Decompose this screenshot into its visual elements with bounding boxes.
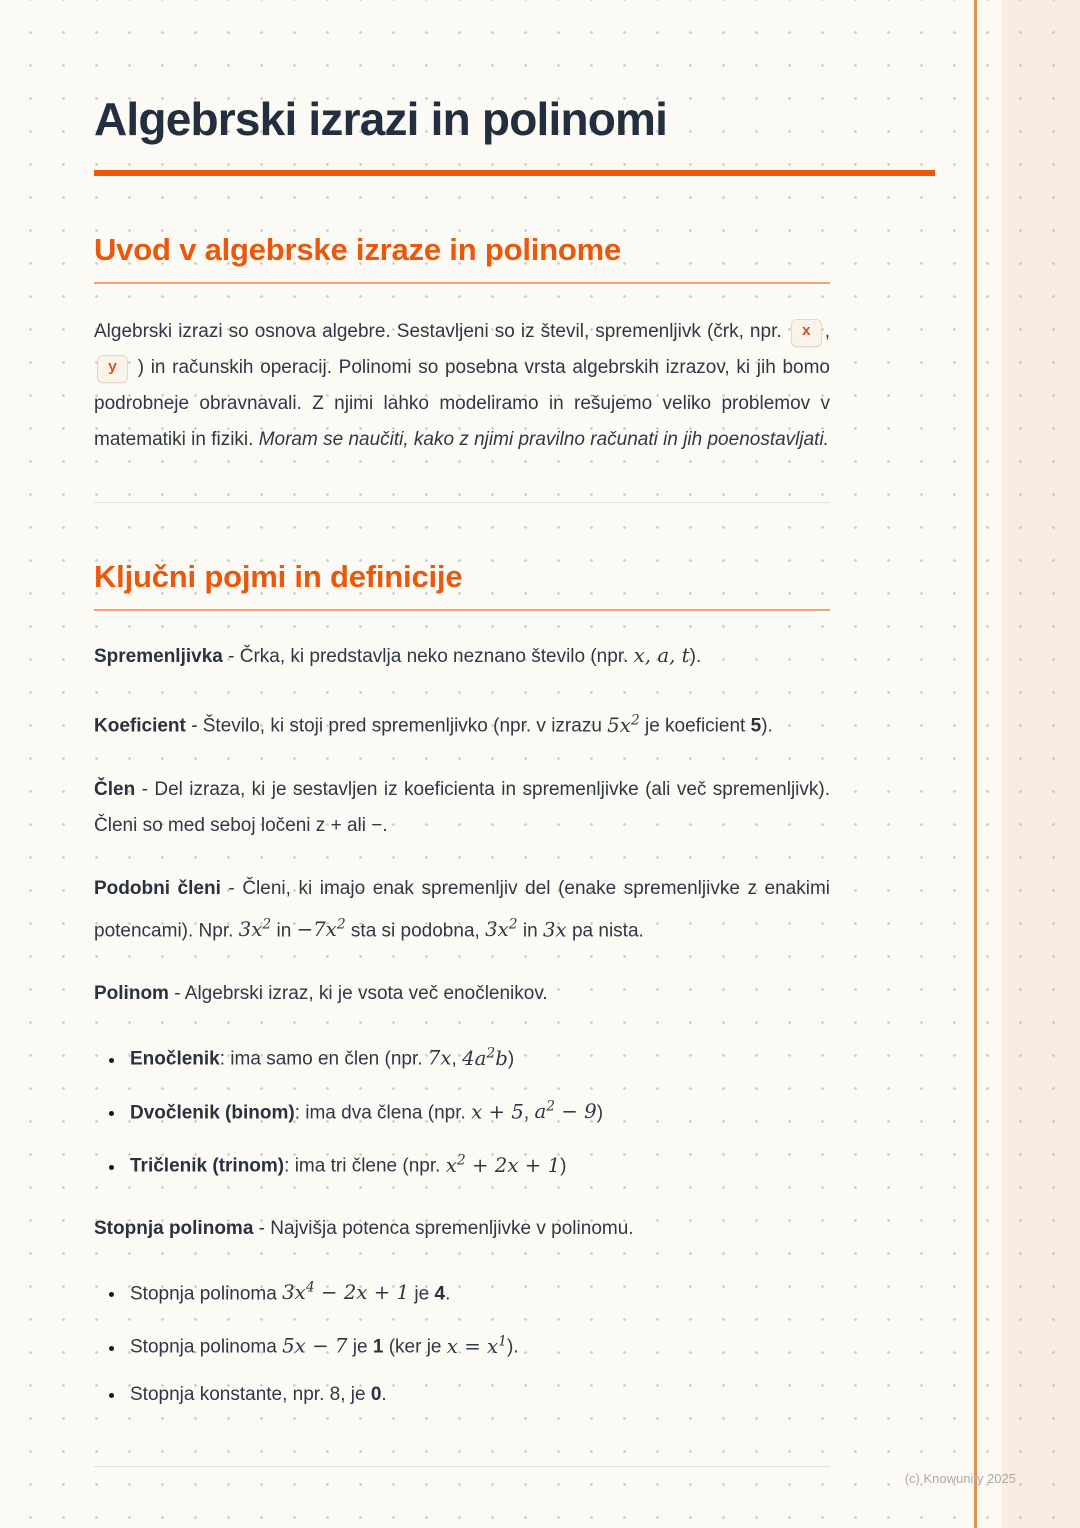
section-heading-intro: Uvod v algebrske izraze in polinome — [94, 232, 622, 267]
math-tail: + 2x + 1 — [465, 1153, 561, 1177]
text-run: : ima samo en člen (npr. — [219, 1048, 428, 1070]
text-run: ) — [560, 1155, 567, 1177]
math-expression — [462, 1047, 508, 1070]
text-run: , — [523, 1102, 535, 1124]
text-run: - Črka, ki predstavlja neko neznano število (npr. — [222, 646, 634, 667]
math-tail: − 9 — [555, 1100, 597, 1124]
term: Dvočlenik (binom) — [130, 1102, 295, 1124]
monomial-list — [94, 1036, 830, 1184]
math-sup: 2 — [336, 916, 346, 933]
math-base: 5x — [607, 713, 631, 737]
list-item-degree-0 — [126, 1378, 830, 1412]
text-run: ) in računskih operacij. Polinomi so posebna vrsta algebrskih izrazov, ki jih bomo podrobneje obravnavali. Z njimi lahko modeliramo in rešujemo veliko problemov v matematiki in fiziki. — [94, 357, 830, 450]
math-base: 3x — [238, 918, 263, 942]
definition-koeficient — [94, 702, 830, 745]
math-sup: 2 — [630, 712, 640, 728]
math-base: x = x — [446, 1335, 499, 1359]
list-item-triclenik — [126, 1143, 830, 1184]
term: Polinom — [94, 983, 169, 1005]
math-sup: 1 — [498, 1333, 507, 1350]
text-run: ) — [596, 1102, 604, 1124]
text-run: ) — [507, 1048, 515, 1070]
text-run: Stopnja konstante, npr. 8, je — [130, 1384, 371, 1406]
bold-value: 4 — [434, 1283, 446, 1305]
math-expression — [239, 918, 272, 941]
text-run: je — [409, 1283, 435, 1305]
math-base: a — [534, 1100, 547, 1124]
math-base: x — [445, 1153, 457, 1177]
math-tail: b — [495, 1046, 508, 1070]
list-item-degree-1 — [126, 1324, 830, 1365]
intro-paragraph — [94, 314, 830, 458]
heading-underline — [94, 609, 830, 611]
text-run: je — [347, 1337, 373, 1359]
section-heading-concepts: Ključni pojmi in definicije — [94, 559, 463, 594]
text-run: ). — [761, 715, 773, 737]
text-run: : ima tri člene (npr. — [284, 1155, 446, 1177]
text-run: je koeficient — [639, 715, 751, 737]
math-base: 7x — [427, 1046, 452, 1070]
list-item-enoclenik — [126, 1036, 830, 1077]
math-sup: 4 — [305, 1279, 315, 1296]
math-expression — [282, 1281, 409, 1304]
text-run: ). — [689, 646, 702, 667]
text-run: ). — [506, 1337, 519, 1359]
title-underline — [94, 170, 935, 176]
page-title: Algebrski izrazi in polinomi — [94, 93, 668, 145]
degree-list — [94, 1271, 830, 1412]
italic-note: Moram se naučiti, kako z njimi pravilno računati in jih poenostavljati. — [258, 429, 829, 450]
section-concepts — [94, 559, 830, 1467]
math-expression — [607, 714, 640, 737]
text-run: . — [381, 1384, 387, 1406]
text-run: (ker je — [383, 1337, 447, 1359]
math-tail: − 2x + 1 — [314, 1281, 410, 1305]
math-expression — [446, 1154, 560, 1177]
term: Koeficient — [94, 715, 186, 737]
math-expression — [471, 1100, 524, 1123]
text-run: - Število, ki stoji pred spremenljivko (npr. v izrazu — [185, 715, 608, 737]
math-sup: 2 — [486, 1045, 496, 1062]
text-run: Stopnja polinoma — [130, 1283, 283, 1305]
text-run: , — [451, 1048, 463, 1070]
code-badge-x: x — [791, 319, 822, 347]
code-badge-y: y — [97, 355, 128, 383]
math-expression — [447, 1335, 507, 1358]
math-sup: 2 — [546, 1098, 556, 1115]
bold-value: 5 — [750, 715, 762, 737]
math-expression — [534, 1100, 596, 1123]
math-sup: 2 — [262, 916, 272, 933]
math-expression — [485, 918, 518, 941]
definition-stopnja-polinoma — [94, 1211, 830, 1247]
term: Enočlenik — [130, 1048, 220, 1070]
definition-clen — [94, 772, 830, 844]
text-run: sta si podobna, — [345, 920, 486, 942]
text-run: Stopnja polinoma — [130, 1337, 283, 1359]
math-sup: 2 — [508, 916, 518, 933]
term: Podobni členi — [94, 877, 221, 899]
math-expression — [543, 918, 567, 941]
math-base: 4a — [462, 1046, 487, 1070]
math-base: 5x − 7 — [282, 1335, 348, 1359]
definition-spremenljivka — [94, 638, 830, 675]
section-intro — [94, 232, 830, 503]
math-expression — [634, 644, 690, 667]
text-run: . — [445, 1283, 451, 1305]
section-divider — [94, 502, 830, 503]
math-base: −7x — [296, 918, 337, 942]
term: Spremenljivka — [94, 646, 223, 667]
term: Člen — [94, 778, 136, 800]
list-item-dvoclenik — [126, 1090, 830, 1131]
math-base: 3x — [485, 918, 509, 942]
text-run: - Algebrski izraz, ki je vsota več enočlenikov. — [168, 983, 548, 1005]
definition-podobni-cleni — [94, 871, 830, 950]
term: Tričlenik (trinom) — [130, 1155, 285, 1177]
section-divider — [94, 1466, 830, 1467]
math-expression — [282, 1335, 347, 1358]
list-item-degree-4 — [126, 1271, 830, 1312]
bold-value: 1 — [372, 1337, 384, 1359]
math-base: 3x — [542, 918, 567, 942]
text-run: - Najvišja potenca spremenljivke v polinomu. — [253, 1217, 634, 1239]
math-expression — [428, 1047, 452, 1070]
math-expression — [297, 918, 346, 941]
copyright-footer: (c) Knowunity 2025 — [904, 1471, 1016, 1486]
text-run: , — [824, 321, 830, 342]
text-run: - Del izraza, ki je sestavljen iz koeficienta in spremenljivke (ali več spremenljivk). Členi so med seboj ločeni z + ali −. — [94, 778, 830, 836]
text-run: in — [517, 920, 543, 942]
text-run: Algebrski izrazi so osnova algebre. Sestavljeni so iz števil, spremenljivk (črk, npr. — [94, 321, 788, 342]
text-run: in — [271, 920, 297, 942]
definition-polinom — [94, 976, 830, 1012]
text-run: - Členi, ki imajo enak spremenljiv del (enake spremenljivke z enakimi potencami). Npr. — [94, 877, 831, 942]
math-base: x + 5 — [471, 1100, 524, 1124]
term: Stopnja polinoma — [94, 1217, 254, 1239]
text-run: pa nista. — [566, 920, 644, 942]
bold-value: 0 — [370, 1384, 382, 1406]
math-base: x, a, t — [633, 644, 690, 667]
math-base: 3x — [282, 1281, 306, 1305]
text-run: : ima dva člena (npr. — [294, 1102, 472, 1124]
heading-underline — [94, 282, 830, 284]
math-sup: 2 — [456, 1152, 466, 1169]
